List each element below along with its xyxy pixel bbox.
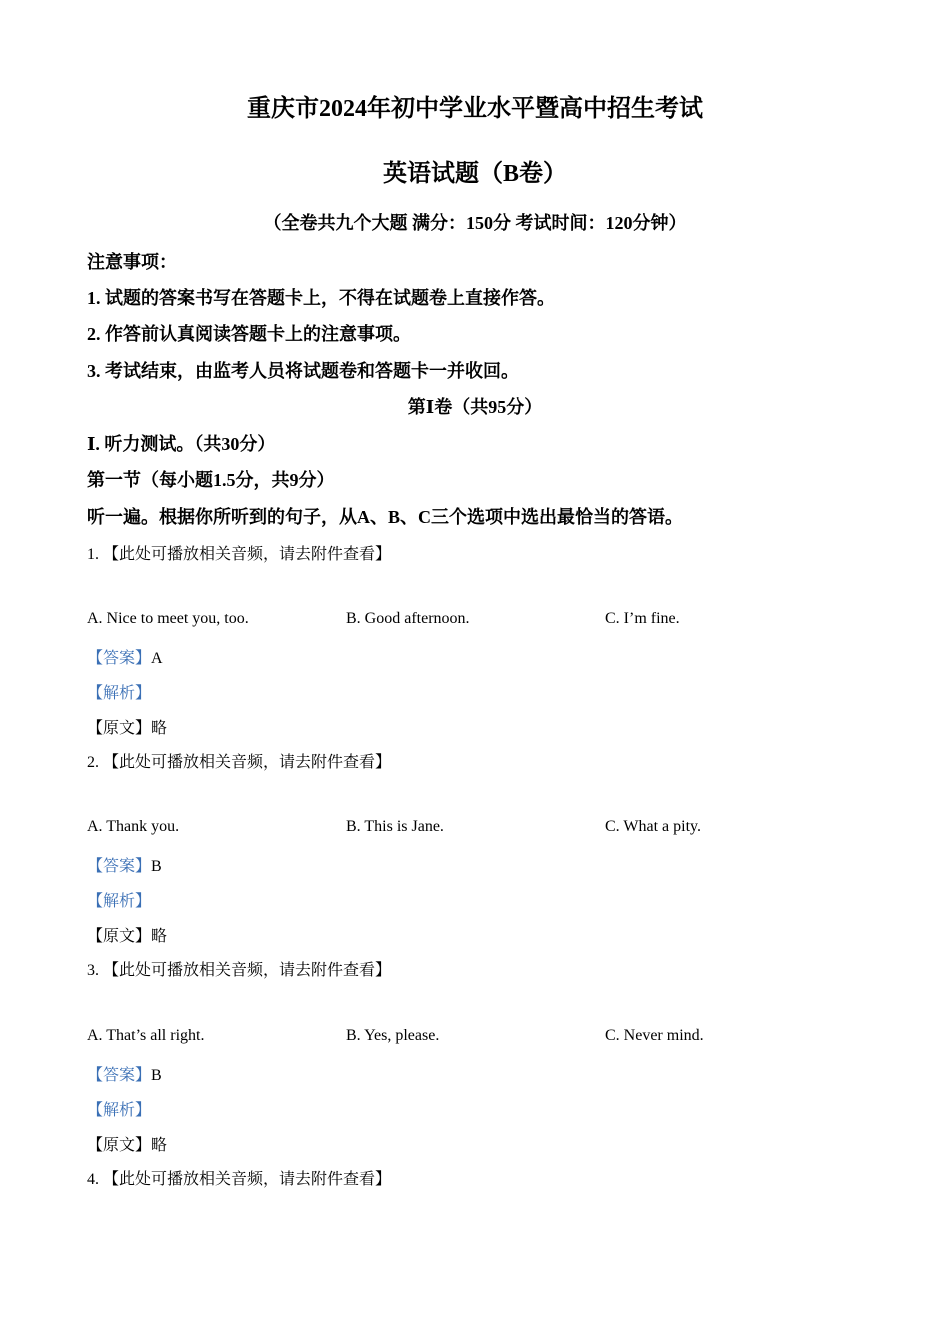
subsection-title: 第一节（每小题1.5分，共9分） [87, 470, 335, 490]
section-title: Ⅰ. 听力测试。（共30分） [87, 434, 276, 454]
question-2-original: 【原文】略 [87, 928, 168, 945]
answer-value: B [151, 858, 162, 875]
question-2-option-c: C. What a pity. [605, 818, 701, 835]
note-item-1: 1. 试题的答案书写在答题卡上，不得在试题卷上直接作答。 [87, 288, 555, 308]
question-2-analysis: 【解析】 [87, 893, 152, 910]
question-3-analysis: 【解析】 [87, 1102, 152, 1119]
note-item-2: 2. 作答前认真阅读答题卡上的注意事项。 [87, 324, 411, 344]
question-1-option-c: C. I’m fine. [605, 610, 680, 627]
question-3-option-a: A. That’s all right. [87, 1027, 205, 1044]
question-2-prompt: 2. 【此处可播放相关音频，请去附件查看】 [87, 754, 392, 771]
note-item-3: 3. 考试结束，由监考人员将试题卷和答题卡一并收回。 [87, 361, 519, 381]
answer-value: B [151, 1067, 162, 1084]
answer-label: 【答案】 [87, 858, 152, 875]
question-3-prompt: 3. 【此处可播放相关音频，请去附件查看】 [87, 962, 392, 979]
question-2-option-a: A. Thank you. [87, 818, 180, 835]
question-3-answer [87, 1062, 162, 1085]
answer-value: A [151, 650, 163, 667]
answer-label: 【答案】 [87, 1067, 152, 1084]
exam-subtitle: 英语试题（B卷） [382, 161, 567, 187]
question-1-option-b: B. Good afternoon. [346, 610, 470, 627]
part-title: 第Ⅰ卷（共95分） [407, 397, 543, 417]
notes-heading: 注意事项： [87, 252, 177, 272]
question-2-option-b: B. This is Jane. [346, 818, 444, 835]
question-2-answer [87, 853, 162, 876]
question-3-option-b: B. Yes, please. [346, 1027, 440, 1044]
instruction: 听一遍。根据你所听到的句子，从A、B、C三个选项中选出最恰当的答语。 [87, 507, 684, 527]
answer-label: 【答案】 [87, 650, 152, 667]
question-1-answer [87, 645, 163, 668]
exam-title: 重庆市2024年初中学业水平暨高中招生考试 [247, 96, 703, 122]
question-4-prompt: 4. 【此处可播放相关音频，请去附件查看】 [87, 1171, 392, 1188]
question-3-option-c: C. Never mind. [605, 1027, 704, 1044]
exam-info: （全卷共九个大题 满分：150分 考试时间：120分钟） [263, 213, 687, 233]
question-1-original: 【原文】略 [87, 720, 168, 737]
question-1-prompt: 1. 【此处可播放相关音频，请去附件查看】 [87, 546, 392, 563]
question-1-analysis: 【解析】 [87, 685, 152, 702]
question-3-original: 【原文】略 [87, 1137, 168, 1154]
question-1-option-a: A. Nice to meet you, too. [87, 610, 249, 627]
